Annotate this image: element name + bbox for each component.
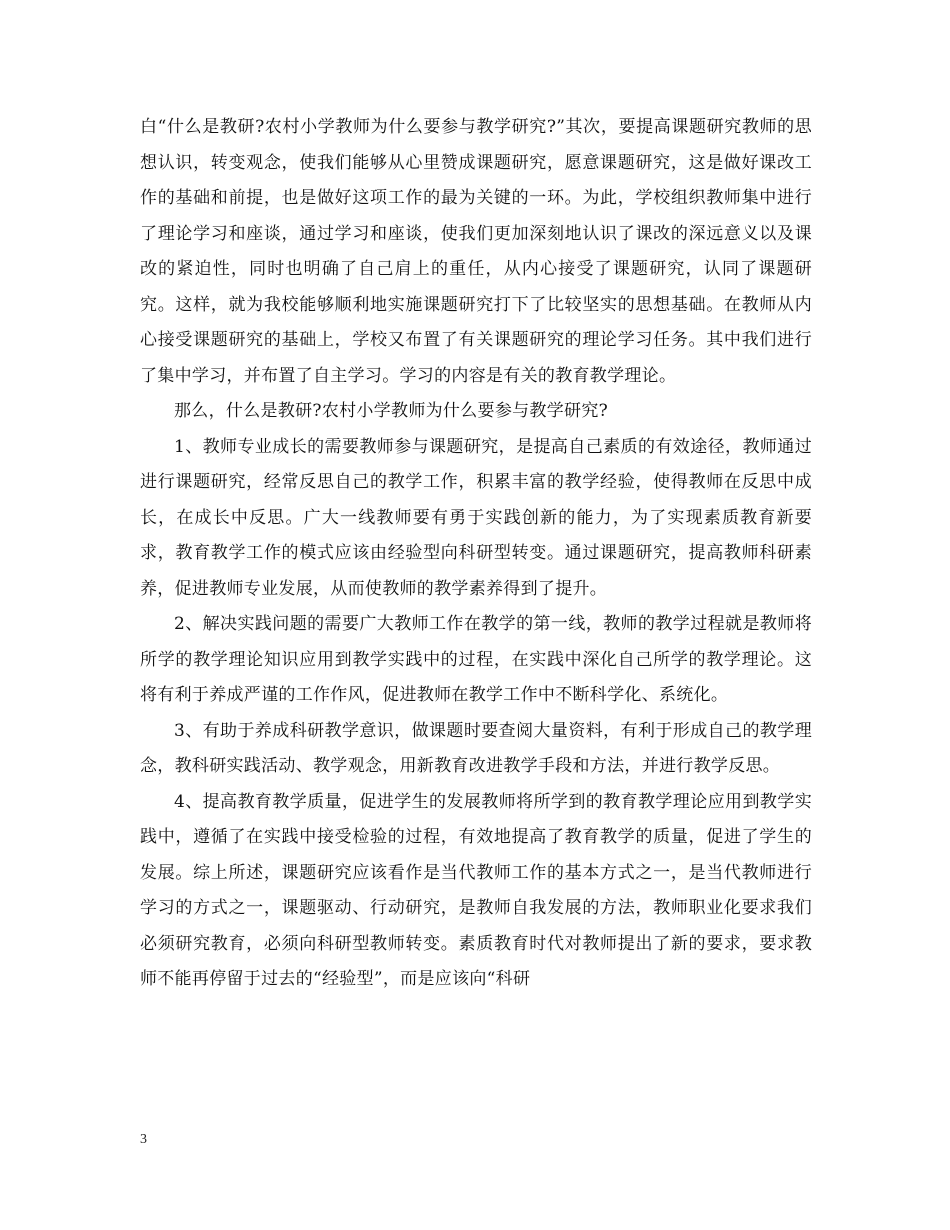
page-number: 3	[140, 1132, 147, 1147]
paragraph-question: 那么，什么是教研?农村小学教师为什么要参与教学研究?	[174, 401, 609, 421]
paragraph-point-3: 3、有助于养成科研教学意识，做课题时要查阅大量资料，有利于形成自己的教学理念，教科研实践活动、教学观念，用新教育改进教学手段和方法，并进行教学反思。	[140, 720, 812, 776]
paragraph-point-1: 1、教师专业成长的需要教师参与课题研究，是提高自己素质的有效途径，教师通过进行课题研究，经常反思自己的教学工作，积累丰富的教学经验，使得教师在反思中成长，在成长中反思。广大一线教师要有勇于实践创新的能力，为了实现素质教育新要求，教育教学工作的模式应该由经验型向科研型转变。通过课题研究，提高教师科研素养，促进教师专业发展，从而使教师的教学素养得到了提升。	[140, 436, 812, 599]
paragraph-point-4: 4、提高教育教学质量，促进学生的发展教师将所学到的教育教学理论应用到教学实践中，遵循了在实践中接受检验的过程，有效地提高了教育教学的质量，促进了学生的发展。综上所述，课题研究应该看作是当代教师工作的基本方式之一，是当代教师进行学习的方式之一，课题驱动、行动研究，是教师自我发展的方法，教师职业化要求我们必须研究教育，必须向科研型教师转变。素质教育时代对教师提出了新的要求，要求教师不能再停留于过去的“经验型”，而是应该向“科研	[140, 791, 812, 989]
document-body	[140, 110, 812, 998]
paragraph-continuation: 白“什么是教研?农村小学教师为什么要参与教学研究?”其次，要提高课题研究教师的思想认识，转变观念，使我们能够从心里赞成课题研究，愿意课题研究，这是做好课改工作的基础和前提，也是做好这项工作的最为关键的一环。为此，学校组织教师集中进行了理论学习和座谈，通过学习和座谈，使我们更加深刻地认识了课改的深远意义以及课改的紧迫性，同时也明确了自己肩上的重任，从内心接受了课题研究，认同了课题研究。这样，就为我校能够顺利地实施课题研究打下了比较坚实的思想基础。在教师从内心接受课题研究的基础上，学校又布置了有关课题研究的理论学习任务。其中我们进行了集中学习，并布置了自主学习。学习的内容是有关的教育教学理论。	[140, 117, 812, 386]
paragraph-point-2: 2、解决实践问题的需要广大教师工作在教学的第一线，教师的教学过程就是教师将所学的教学理论知识应用到教学实践中的过程，在实践中深化自己所学的教学理论。这将有利于养成严谨的工作作风，促进教师在教学工作中不断科学化、系统化。	[140, 614, 812, 705]
